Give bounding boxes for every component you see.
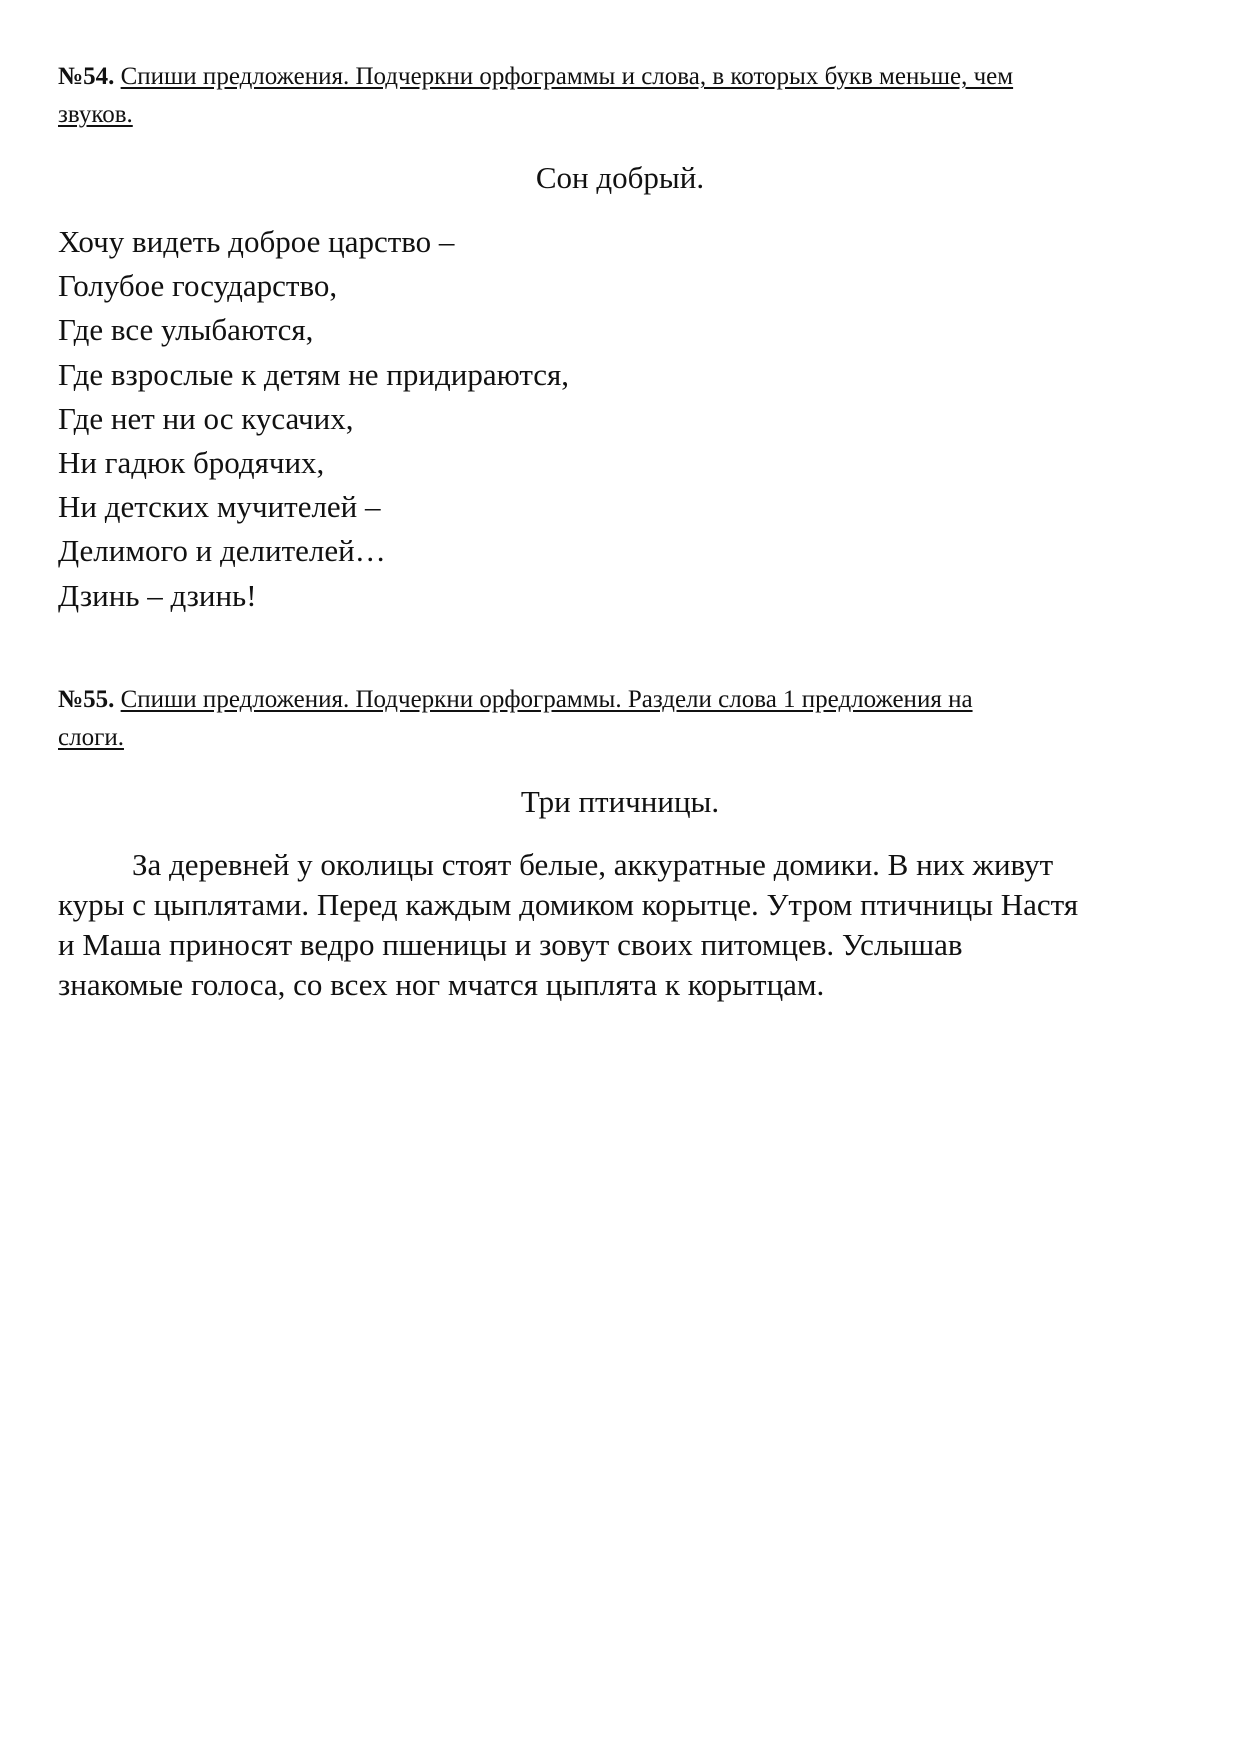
text-line: знакомые голоса, со всех ног мчатся цыплята к корытцам. — [58, 967, 825, 1002]
task-54-instruction-line1: Спиши предложения. Подчеркни орфограммы и слова, в которых букв меньше, чем — [120, 63, 1014, 90]
task-55-instruction-line2: слоги. — [58, 724, 124, 751]
task-55-instruction-line1: Спиши предложения. Подчеркни орфограммы. Раздели слова 1 предложения на — [120, 686, 973, 713]
poem-line: Голубое государство, — [58, 268, 338, 304]
task-55-header — [58, 681, 1188, 757]
poem-line: Делимого и делителей… — [58, 533, 386, 569]
text-line: и Маша приносят ведро пшеницы и зовут своих питомцев. Услышав — [58, 927, 963, 962]
task-54-header — [58, 58, 1188, 134]
text-line: За деревней у околицы стоят белые, аккуратные домики. В них живут — [132, 847, 1054, 882]
task-55-text — [58, 845, 1178, 1005]
poem-line: Ни детских мучителей – — [58, 489, 381, 525]
poem-line: Где взрослые к детям не придираются, — [58, 356, 570, 392]
poem-line: Хочу видеть доброе царство – — [58, 224, 455, 259]
task-55-title: Три птичницы. — [520, 784, 720, 819]
poem-line: Ни гадюк бродячих, — [58, 445, 325, 481]
text-line: куры с цыплятами. Перед каждым домиком корытце. Утром птичницы Настя — [58, 887, 1079, 922]
poem-line: Где все улыбаются, — [58, 312, 314, 348]
poem-line: Где нет ни ос кусачих, — [58, 400, 354, 436]
task-54-number: №54. — [58, 63, 115, 90]
task-54-poem — [58, 220, 1158, 618]
task-54-instruction-line2: звуков. — [58, 101, 133, 128]
task-54-title: Сон добрый. — [535, 160, 705, 195]
poem-line: Дзинь – дзинь! — [58, 577, 257, 613]
task-55-number: №55. — [58, 686, 115, 713]
